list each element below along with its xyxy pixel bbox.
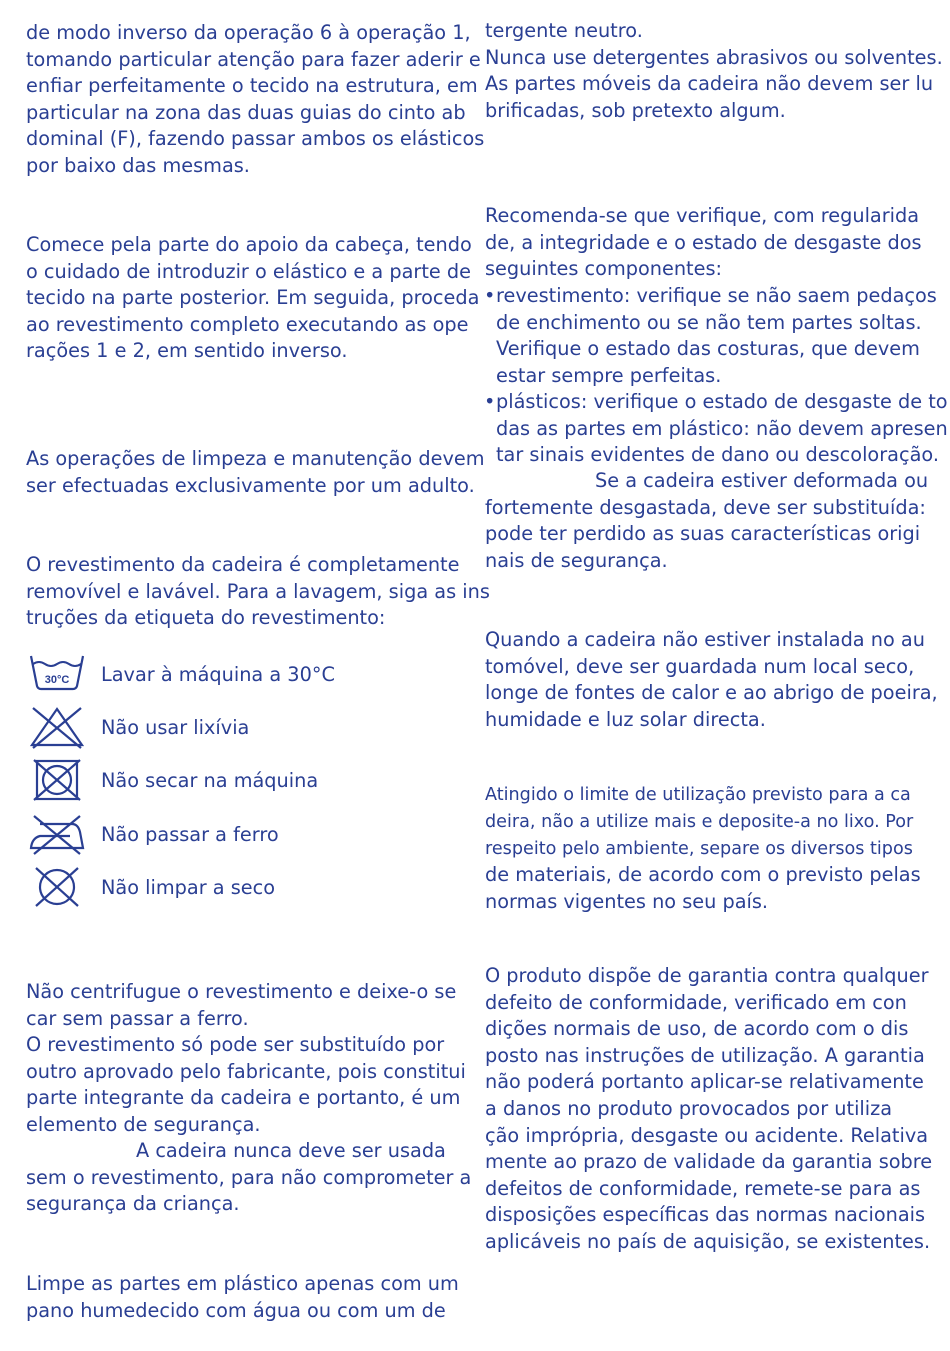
text-line: por baixo das mesmas.	[26, 153, 250, 177]
text-line: dominal (F), fazendo passar ambos os elásticos	[26, 127, 485, 151]
text-line: estar sempre perfeitas.	[496, 363, 722, 387]
text-line: revestimento: verifique se não saem pedaços	[496, 284, 937, 307]
text-line: humidade e luz solar directa.	[485, 707, 766, 731]
text-line: de, a integridade e o estado de desgaste dos	[485, 230, 922, 254]
text-line: fortemente desgastada, deve ser substituída:	[485, 495, 926, 519]
text-line: de materiais, de acordo com o previsto pelas	[485, 863, 921, 887]
text-line: rações 1 e 2, em sentido inverso.	[26, 339, 348, 363]
text-line: A cadeira nunca deve ser usada	[136, 1139, 446, 1162]
paragraph-check	[485, 203, 922, 283]
wash-temperature-badge: 30°C	[44, 674, 70, 686]
care-item-iron	[26, 812, 446, 860]
text-line: As partes móveis da cadeira não devem ser lu	[485, 72, 934, 96]
text-line: nais de segurança.	[485, 548, 668, 572]
paragraph-disposal	[485, 782, 921, 916]
no-iron-icon	[28, 812, 86, 856]
care-label: Lavar à máquina a 30°C	[101, 663, 335, 686]
care-item-wash	[26, 652, 446, 700]
no-tumble-dry-icon	[28, 758, 86, 802]
care-item-dry-clean	[26, 865, 446, 913]
text-line: brificadas, sob pretexto algum.	[485, 98, 786, 122]
care-label: Não usar lixívia	[101, 716, 250, 739]
text-line: enfiar perfeitamente o tecido na estrutura, em	[26, 74, 478, 98]
paragraph-storage	[485, 627, 938, 733]
text-line: O produto dispõe de garantia contra qualquer	[485, 964, 929, 987]
care-label: Não secar na máquina	[101, 769, 319, 792]
text-line: elemento de segurança.	[26, 1112, 261, 1136]
text-line: mente ao prazo de validade da garantia sobre	[485, 1150, 933, 1174]
text-line: o cuidado de introduzir o elástico e a parte de	[26, 259, 472, 283]
text-line: particular na zona das duas guias do cinto ab	[26, 100, 466, 124]
text-line: pano humedecido com água ou com um de	[26, 1298, 446, 1322]
text-line: das as partes em plástico: não devem apresen	[496, 416, 948, 440]
text-line: ção imprópria, desgaste ou acidente. Relativa	[485, 1123, 929, 1147]
text-line: Atingido o limite de utilização previsto para a ca	[485, 785, 911, 805]
text-line: seguintes componentes:	[485, 257, 723, 281]
text-line: removível e lavável. Para a lavagem, siga as ins	[26, 579, 490, 603]
text-line: defeitos de conformidade, remete-se para as	[485, 1176, 921, 1200]
text-line: normas vigentes no seu país.	[485, 889, 769, 913]
no-bleach-icon	[28, 705, 86, 749]
text-line: tomóvel, deve ser guardada num local seco,	[485, 654, 915, 678]
text-line: defeito de conformidade, verificado em con	[485, 990, 907, 1014]
paragraph-warranty	[485, 963, 933, 1256]
text-line: deira, não a utilize mais e deposite-a no lixo. Por	[485, 811, 914, 832]
wash-30-icon	[28, 652, 86, 692]
text-line: O revestimento só pode ser substituído por	[26, 1033, 445, 1057]
text-line: de enchimento ou se não tem partes soltas.	[496, 310, 922, 334]
text-line: tomando particular atenção para fazer aderir e	[26, 47, 481, 71]
text-line: Nunca use detergentes abrasivos ou solventes.	[485, 45, 943, 69]
care-label: Não passar a ferro	[101, 823, 279, 846]
text-line: ser efectuadas exclusivamente por um adulto.	[26, 473, 475, 497]
text-line: ao revestimento completo executando as ope	[26, 312, 469, 336]
text-line: dições normais de uso, de acordo com o dis	[485, 1017, 909, 1041]
paragraph-clean-plastic	[26, 1271, 458, 1324]
paragraph-washing	[26, 552, 490, 632]
text-line: tar sinais evidentes de dano ou descoloração.	[496, 443, 939, 467]
text-line: Não centrifugue o revestimento e deixe-o se	[26, 980, 457, 1003]
paragraph-detergent	[485, 18, 943, 124]
text-line: Verifique o estado das costuras, que devem	[496, 337, 920, 361]
text-line: Se a cadeira estiver deformada ou	[595, 469, 929, 492]
text-line: truções da etiqueta do revestimento:	[26, 606, 386, 630]
text-line: posto nas instruções de utilização. A garantia	[485, 1043, 925, 1067]
no-dry-clean-icon	[28, 865, 86, 909]
text-line: disposições específicas das normas nacionais	[485, 1203, 926, 1227]
bullet-plastics	[484, 389, 948, 469]
text-line: Quando a cadeira não estiver instalada no au	[485, 628, 925, 651]
care-item-tumble-dry	[26, 758, 446, 806]
text-line: respeito pelo ambiente, separe os diversos tipos	[485, 838, 913, 859]
text-line: tecido na parte posterior. Em seguida, proceda	[26, 286, 480, 310]
bullet-icon: •	[484, 284, 496, 307]
text-line: pode ter perdido as suas características origi	[485, 522, 921, 546]
text-line: parte integrante da cadeira e portanto, é um	[26, 1086, 461, 1110]
text-line: car sem passar a ferro.	[26, 1006, 249, 1030]
text-line: O revestimento da cadeira é completamente	[26, 553, 460, 576]
text-line: longe de fontes de calor e ao abrigo de poeira,	[485, 681, 938, 705]
paragraph-warning-cover	[26, 1138, 472, 1218]
paragraph-replace	[485, 468, 929, 574]
text-line: segurança da criança.	[26, 1192, 240, 1216]
care-label: Não limpar a seco	[101, 876, 276, 899]
paragraph-adult-only	[26, 446, 485, 499]
paragraph-no-spin	[26, 979, 466, 1139]
text-line: outro aprovado pelo fabricante, pois constitui	[26, 1059, 466, 1083]
bullet-covering	[484, 283, 937, 389]
text-line: aplicáveis no país de aquisição, se existentes.	[485, 1229, 931, 1253]
text-line: Comece pela parte do apoio da cabeça, tendo	[26, 233, 472, 256]
text-line: plásticos: verifique o estado de desgaste de to	[496, 390, 948, 413]
text-line: Limpe as partes em plástico apenas com um	[26, 1272, 459, 1295]
paragraph-headrest	[26, 232, 480, 365]
text-line: sem o revestimento, para não comprometer a	[26, 1165, 472, 1189]
paragraph-cover-refit	[26, 20, 485, 180]
bullet-icon: •	[484, 390, 496, 413]
text-line: a danos no produto provocados por utiliza	[485, 1096, 893, 1120]
text-line: Recomenda-se que verifique, com regularida	[485, 204, 920, 227]
text-line: As operações de limpeza e manutenção devem	[26, 447, 485, 470]
text-line: tergente neutro.	[485, 19, 643, 42]
care-item-bleach	[26, 705, 446, 753]
text-line: não poderá portanto aplicar-se relativamente	[485, 1070, 924, 1094]
text-line: de modo inverso da operação 6 à operação 1,	[26, 21, 471, 44]
